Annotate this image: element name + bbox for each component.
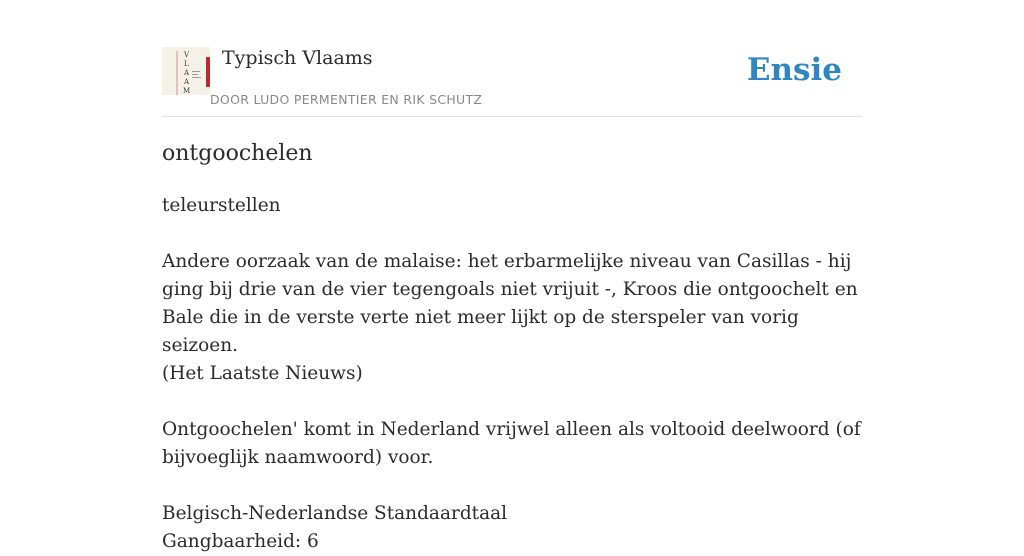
entry-title: ontgoochelen xyxy=(162,141,313,166)
svg-text:M: M xyxy=(183,87,191,95)
svg-text:A: A xyxy=(184,69,190,77)
site-logo-avatar[interactable] xyxy=(162,47,210,95)
site-title[interactable]: Typisch Vlaams xyxy=(222,47,373,69)
author-byline: DOOR LUDO PERMENTIER EN RIK SCHUTZ xyxy=(210,92,483,107)
book-cover-icon xyxy=(162,47,210,95)
svg-text:A: A xyxy=(184,78,190,86)
entry-source: (Het Laatste Nieuws) xyxy=(162,363,363,384)
site-header xyxy=(162,46,862,117)
ensie-brand-logo[interactable]: Ensie xyxy=(746,52,842,88)
entry-definition: teleurstellen xyxy=(162,195,281,216)
entry-category: Belgisch-Nederlandse Standaardtaal xyxy=(162,503,508,524)
svg-text:L: L xyxy=(184,60,189,68)
entry-cut-line: Gangbaarheid: 6 xyxy=(162,531,319,552)
entry-note: Ontgoochelen' komt in Nederland vrijwel alleen als voltooid deelwoord (of bijvoeglijk naamwoord) voor. xyxy=(162,419,861,468)
entry-content xyxy=(162,192,872,556)
entry-example: Andere oorzaak van de malaise: het erbarmelijke niveau van Casillas - hij ging bij drie van de vier tegengoals niet vrijuit -, Kroos die ontgoochelt en Bale die in de verste verte niet meer lijkt op de sterspeler van vorig seizoen. xyxy=(162,251,858,356)
svg-text:V: V xyxy=(184,51,190,59)
